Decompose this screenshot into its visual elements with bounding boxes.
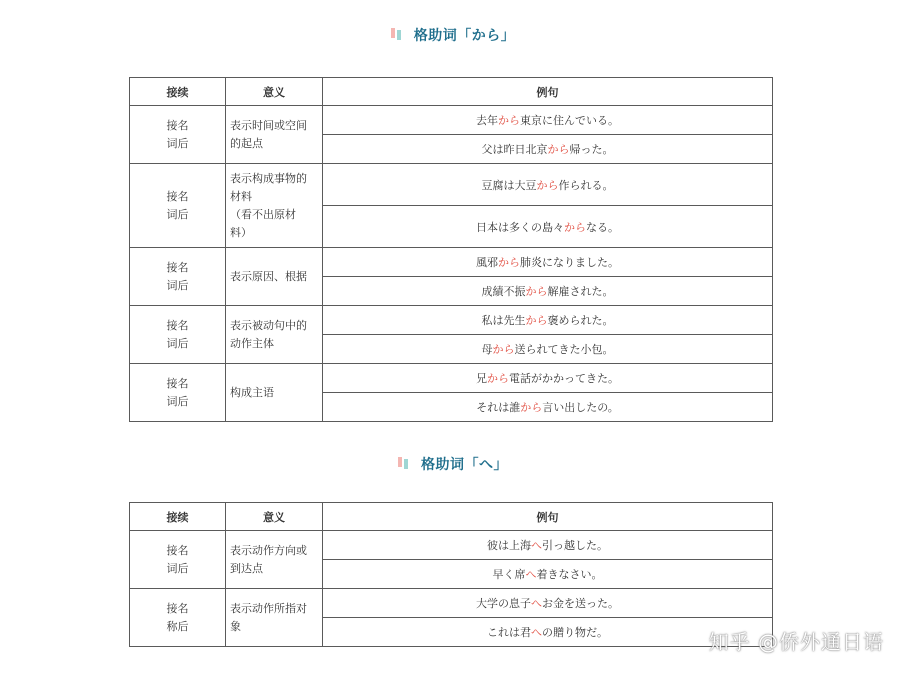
example-cell	[323, 335, 773, 364]
meaning-text: （看不出原材	[230, 207, 296, 221]
header-conn: 接续	[130, 78, 226, 106]
meaning-text: 动作主体	[230, 336, 274, 350]
he-body	[130, 531, 773, 647]
particle-highlight: から	[536, 178, 559, 192]
example-text: 肺炎になりました。	[520, 256, 619, 269]
example-text: 風邪	[476, 256, 498, 269]
kara-body	[130, 106, 773, 422]
meaning-cell	[226, 306, 323, 364]
example-text: 帰った。	[569, 143, 614, 156]
meaning-text: 表示被动句中的	[230, 318, 307, 332]
he-table	[129, 502, 773, 647]
example-text: 彼は上海	[487, 539, 531, 552]
meaning-text: 表示动作所指对	[230, 601, 307, 615]
meaning-text: 表示动作方向或	[230, 543, 307, 557]
meaning-cell	[226, 164, 323, 248]
particle-highlight: から	[498, 114, 520, 127]
table-row	[130, 364, 773, 393]
example-text: これは君	[487, 626, 531, 639]
example-text: 去年	[476, 114, 498, 127]
header-meaning: 意义	[226, 78, 323, 106]
example-text: 褒められた。	[547, 314, 614, 327]
example-text: 言い出したの。	[542, 401, 619, 414]
meaning-text: 料）	[230, 225, 252, 239]
meaning-text: 表示时间或空间	[230, 118, 307, 132]
connection-text: 接名	[166, 543, 189, 557]
example-text: 引っ越した。	[542, 539, 608, 552]
example-cell	[323, 364, 773, 393]
section-title-text: 格助词「へ」	[421, 457, 508, 473]
connection-text: 词后	[166, 207, 189, 221]
particle-highlight: から	[492, 343, 515, 356]
connection-text: 接名	[166, 189, 189, 203]
connection-text: 词后	[166, 136, 189, 150]
section-title-kara	[0, 25, 906, 45]
example-cell	[323, 206, 773, 248]
connection-cell	[130, 248, 226, 306]
example-text: 豆腐は大豆	[481, 178, 537, 192]
example-text: 着きなさい。	[536, 568, 603, 581]
particle-highlight: から	[520, 401, 543, 414]
example-text: 東京に住んでいる。	[520, 114, 619, 127]
example-text: なる。	[586, 220, 619, 234]
example-text: 作られる。	[558, 178, 614, 192]
connection-cell	[130, 589, 226, 647]
particle-highlight: から	[487, 372, 509, 385]
example-text: 父は昨日北京	[481, 143, 548, 156]
meaning-text: 表示原因、根据	[230, 269, 307, 283]
connection-text: 称后	[166, 619, 189, 633]
connection-text: 接名	[166, 318, 189, 332]
example-cell	[323, 164, 773, 206]
example-text: 成績不振	[481, 285, 526, 298]
connection-text: 词后	[166, 336, 189, 350]
connection-cell	[130, 164, 226, 248]
particle-highlight: から	[547, 143, 570, 156]
table-header-row	[130, 503, 773, 531]
connection-text: 词后	[166, 278, 189, 292]
header-example: 例句	[323, 503, 773, 531]
example-text: 母	[481, 343, 493, 356]
table-row	[130, 589, 773, 618]
meaning-text: 的起点	[230, 136, 263, 150]
connection-text: 接名	[166, 601, 189, 615]
connection-text: 接名	[166, 260, 189, 274]
example-text: 解雇された。	[547, 285, 614, 298]
particle-highlight: から	[498, 256, 520, 269]
meaning-text: 表示构成事物的	[230, 171, 307, 185]
particle-highlight: へ	[531, 626, 542, 639]
connection-text: 词后	[166, 394, 189, 408]
meaning-cell	[226, 106, 323, 164]
particle-highlight: へ	[531, 539, 542, 552]
table-row	[130, 106, 773, 135]
particle-highlight: へ	[531, 597, 542, 610]
example-cell	[323, 589, 773, 618]
header-example: 例句	[323, 78, 773, 106]
particle-highlight: から	[525, 285, 548, 298]
connection-cell	[130, 364, 226, 422]
example-text: 私は先生	[481, 314, 526, 327]
header-meaning: 意义	[226, 503, 323, 531]
example-text: 兄	[476, 372, 487, 385]
table-row	[130, 248, 773, 277]
example-text: 大学の息子	[476, 597, 531, 610]
meaning-cell	[226, 589, 323, 647]
example-text: それは誰	[476, 401, 521, 414]
example-cell	[323, 560, 773, 589]
meaning-cell	[226, 364, 323, 422]
example-cell	[323, 135, 773, 164]
example-text: 日本は多くの島々	[476, 220, 564, 234]
example-text: 早く席	[492, 568, 526, 581]
meaning-cell	[226, 248, 323, 306]
table-row	[130, 306, 773, 335]
title-decoration-icon	[391, 28, 404, 41]
example-cell	[323, 618, 773, 647]
connection-text: 词后	[166, 561, 189, 575]
meaning-text: 到达点	[230, 561, 263, 575]
meaning-text: 象	[230, 619, 241, 633]
example-cell	[323, 306, 773, 335]
example-cell	[323, 393, 773, 422]
connection-cell	[130, 106, 226, 164]
title-decoration-icon	[398, 457, 411, 470]
particle-highlight: から	[525, 314, 548, 327]
section-title-text: 格助词「から」	[413, 28, 516, 44]
example-text: お金を送った。	[542, 597, 619, 610]
particle-highlight: へ	[525, 568, 537, 581]
example-cell	[323, 531, 773, 560]
kara-table	[129, 77, 773, 422]
example-text: 送られてきた小包。	[514, 343, 614, 356]
meaning-cell	[226, 531, 323, 589]
table-row	[130, 531, 773, 560]
connection-text: 接名	[166, 118, 189, 132]
watermark: 知乎 @侨外通日语	[708, 630, 884, 654]
example-text: 電話がかかってきた。	[509, 372, 619, 385]
example-cell	[323, 277, 773, 306]
meaning-text: 构成主语	[230, 385, 274, 399]
table-row	[130, 164, 773, 206]
example-text: の贈り物だ。	[542, 626, 608, 639]
example-cell	[323, 106, 773, 135]
example-cell	[323, 248, 773, 277]
table-header-row	[130, 78, 773, 106]
section-title-he	[0, 454, 906, 474]
meaning-text: 材料	[230, 189, 252, 203]
connection-text: 接名	[166, 376, 189, 390]
connection-cell	[130, 531, 226, 589]
particle-highlight: から	[564, 220, 586, 234]
header-conn: 接续	[130, 503, 226, 531]
connection-cell	[130, 306, 226, 364]
